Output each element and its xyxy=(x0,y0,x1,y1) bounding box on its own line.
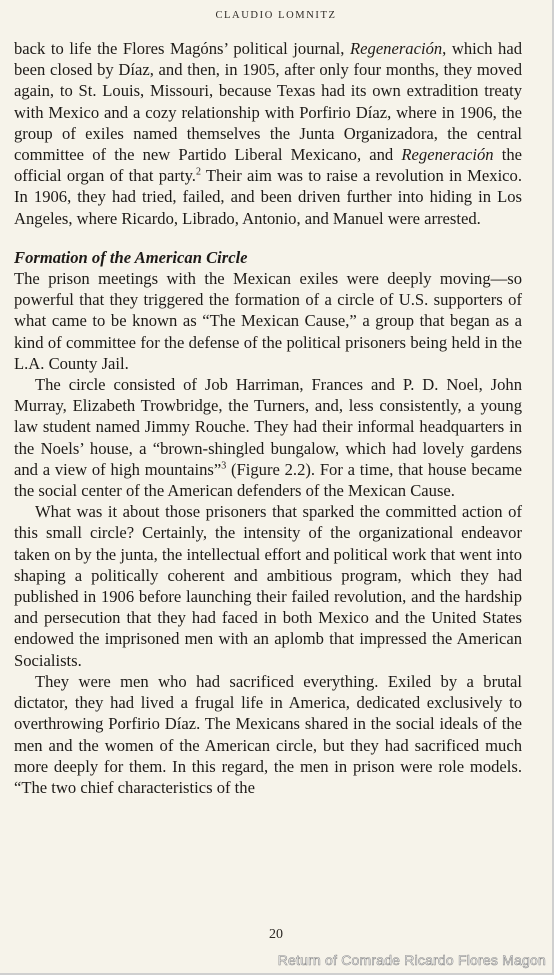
paragraph-1-text-c: the official organ of that party. xyxy=(14,145,522,186)
paragraph-1-text-b: , which had been closed by Díaz, and then, in 1905, after only four months, they moved again, to St. Louis, Missouri, because Texas had its own extradition treaty with Mexico and a cozy relationship with Porfirio Díaz, where in 1906, the group of exiles named themselves the Junta Organizadora, the central committee of the new Partido Liberal Mexicano, and xyxy=(14,39,522,165)
paragraph-4: What was it about those prisoners that sparked the committed action of this small circle? Certainly, the intensity of the organizational endeavor taken on by the junta, the intellectual effort and political work that went into shaping a politically coherent and ambitious program, which they had published in 1906 before launching their failed revolution, and the hardship and persecution that they had faced in both Mexico and the United States endowed the imprisoned men with an aplomb that impressed the American Socialists. xyxy=(14,502,522,670)
paragraph-1-text-d: Their aim was to raise a revolution in Mexico. In 1906, they had tried, failed, and been driven further into hiding in Los Angeles, where Ricardo, Librado, Antonio, and Manuel were arrested. xyxy=(14,166,522,228)
page-number: 20 xyxy=(269,927,283,942)
paragraph-2: The prison meetings with the Mexican exiles were deeply moving—so powerful that they triggered the formation of a circle of U.S. supporters of what came to be known as “The Mexican Cause,” a group that began as a kind of committee for the defense of the political prisoners being held in the L.A. County Jail. xyxy=(14,269,522,373)
paragraph-1-text-a: back to life the Flores Magóns’ political journal, xyxy=(14,39,351,58)
footnote-marker: 3 xyxy=(221,460,227,472)
journal-title-italic: Regeneración xyxy=(401,145,494,165)
paragraph-1 xyxy=(14,38,522,229)
paragraph-3-text-b: (Figure 2.2). For a time, that house became the social center of the American defenders of the Mexican Cause. xyxy=(14,459,522,501)
paragraph-5: They were men who had sacrificed everything. Exiled by a brutal dictator, they had lived a frugal life in America, dedicated exclusively to overthrowing Porfirio Díaz. The Mexicans shared in the social ideals of the men and the women of the American circle, but they had sacrificed much more deeply for them. In this regard, the men in prison were role models. “The two chief characteristics of the xyxy=(14,671,522,797)
body-text xyxy=(14,38,522,798)
footnote-marker: 2 xyxy=(195,166,201,178)
running-head: CLAUDIO LOMNITZ xyxy=(215,10,337,21)
journal-title-italic: Regeneración xyxy=(350,39,443,58)
section-heading: Formation of the American Circle xyxy=(14,247,248,267)
paragraph-3-text-a: The circle consisted of Job Harriman, Frances and P. D. Noel, John Murray, Elizabeth Trowbridge, the Turners, and, less consistently, a young law student named Jimmy Rouche. They had their informal headquarters in the Noels’ house, a “brown-shingled bungalow, which had lovely gardens and a view of high mountains” xyxy=(14,375,522,479)
watermark-caption: Return of Comrade Ricardo Flores Magon xyxy=(277,952,546,968)
paragraph-3 xyxy=(14,374,522,501)
